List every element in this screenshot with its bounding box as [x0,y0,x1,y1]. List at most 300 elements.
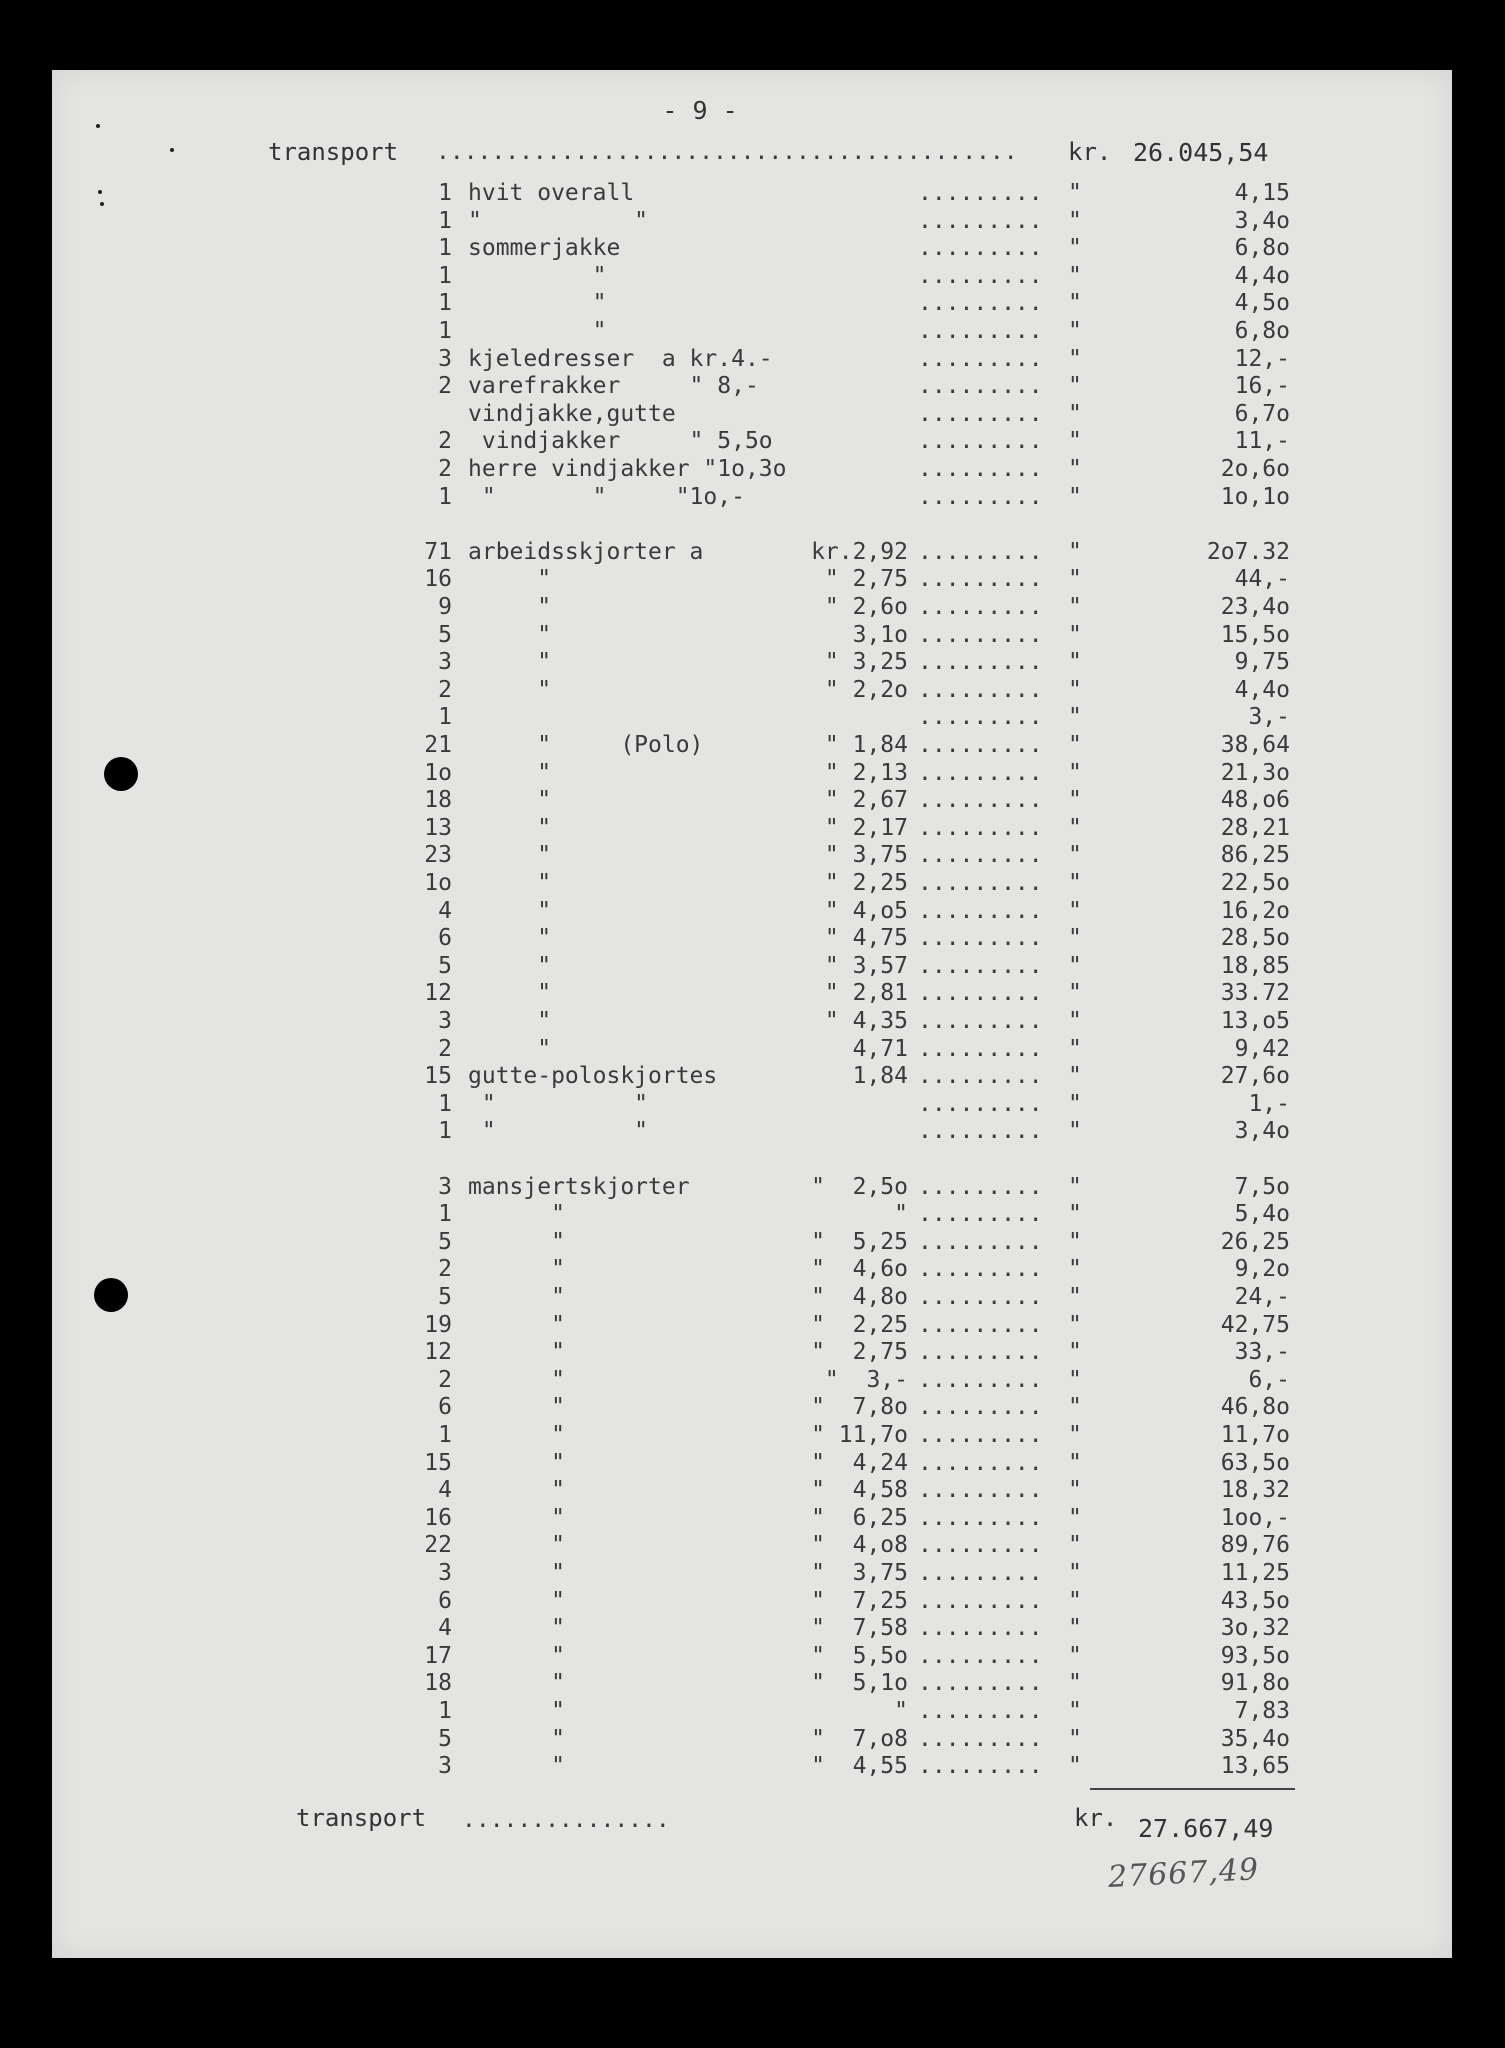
row-qty: 5 [438,1229,452,1255]
row-qty: 16 [424,1505,452,1531]
row-description: " [468,1229,565,1255]
row-ditto-mark: " [1068,318,1082,344]
row-amount: 11,7o [1220,1422,1290,1448]
row-qty: 4 [438,1477,452,1503]
row-amount: 2o7.32 [1206,539,1290,565]
row-ditto-mark: " [1068,1422,1082,1448]
row-qty: 3 [438,1560,452,1586]
row-leader-dots: ......... [918,1698,1043,1724]
row-qty: 2 [438,456,452,482]
row-ditto-mark: " [1068,1008,1082,1034]
row-description: " [468,263,607,289]
row-amount: 9,2o [1234,1256,1290,1282]
row-ditto-mark: " [1068,1643,1082,1669]
row-amount: 3,4o [1234,208,1290,234]
row-description: varefrakker " 8,- [468,373,759,399]
row-description: " [468,1532,565,1558]
row-qty: 3 [438,346,452,372]
row-leader-dots: ......... [918,1394,1043,1420]
row-qty: 2 [438,1256,452,1282]
row-amount: 33.72 [1220,980,1290,1006]
row-amount: 1oo,- [1220,1505,1290,1531]
row-amount: 18,32 [1220,1477,1290,1503]
row-ditto-mark: " [1068,1312,1082,1338]
row-amount: 4,5o [1234,290,1290,316]
row-ditto-mark: " [1068,1339,1082,1365]
row-description: " [468,1505,565,1531]
row-ditto-mark: " [1068,1256,1082,1282]
row-unit-price: " 2,81 [824,980,908,1006]
row-unit-price: " 2,25 [824,870,908,896]
row-description: " [468,1201,565,1227]
transport-top-leader: .......................................... [436,139,1018,165]
row-ditto-mark: " [1068,815,1082,841]
row-qty: 1 [438,1091,452,1117]
row-description: " [468,1615,565,1641]
row-unit-price: " 6,25 [811,1505,908,1531]
row-unit-price: " 3,75 [824,842,908,868]
row-qty: 1 [438,704,452,730]
row-qty: 1 [438,1118,452,1144]
row-qty: 17 [424,1643,452,1669]
row-qty: 3 [438,1008,452,1034]
row-unit-price: " 2,25 [811,1312,908,1338]
row-description: " [468,290,607,316]
row-amount: 6,- [1248,1367,1290,1393]
row-description: " [468,622,552,648]
row-ditto-mark: " [1068,1588,1082,1614]
row-unit-price: " 7,o8 [811,1726,908,1752]
row-leader-dots: ......... [918,898,1043,924]
row-leader-dots: ......... [918,1174,1043,1200]
row-qty: 4 [438,1615,452,1641]
row-ditto-mark: " [1068,1367,1082,1393]
row-leader-dots: ......... [918,1670,1043,1696]
row-amount: 6,7o [1234,401,1290,427]
row-qty: 2 [438,373,452,399]
row-description: " [468,980,552,1006]
row-qty: 5 [438,1726,452,1752]
row-unit-price: " 4,8o [811,1284,908,1310]
row-ditto-mark: " [1068,539,1082,565]
row-ditto-mark: " [1068,1615,1082,1641]
row-amount: 13,65 [1220,1753,1290,1779]
row-description: " [468,1394,565,1420]
row-unit-price: " 2,17 [824,815,908,841]
row-ditto-mark: " [1068,566,1082,592]
row-leader-dots: ......... [918,980,1043,1006]
row-qty: 3 [438,1174,452,1200]
row-leader-dots: ......... [918,1118,1043,1144]
row-description: " [468,1312,565,1338]
row-description: " [468,1284,565,1310]
row-amount: 12,- [1234,346,1290,372]
row-unit-price: " 4,75 [824,925,908,951]
row-description: " [468,1450,565,1476]
row-qty: 3 [438,649,452,675]
row-description: herre vindjakker "1o,3o [468,456,787,482]
row-amount: 3o,32 [1220,1615,1290,1641]
speck [100,202,104,206]
row-ditto-mark: " [1068,235,1082,261]
row-ditto-mark: " [1068,456,1082,482]
row-unit-price: 1,84 [824,1063,908,1089]
row-leader-dots: ......... [918,1450,1043,1476]
row-leader-dots: ......... [918,732,1043,758]
row-description: " [468,842,552,868]
row-amount: 21,3o [1220,760,1290,786]
row-qty: 15 [424,1450,452,1476]
row-qty: 1 [438,180,452,206]
row-description: " [468,1008,552,1034]
row-qty: 1 [438,484,452,510]
row-description: sommerjakke [468,235,621,261]
row-unit-price: " 2,75 [811,1339,908,1365]
row-unit-price: " 3,57 [824,953,908,979]
row-description: arbeidsskjorter a [468,539,704,565]
row-amount: 9,75 [1234,649,1290,675]
row-amount: 23,4o [1220,594,1290,620]
row-ditto-mark: " [1068,842,1082,868]
row-leader-dots: ......... [918,290,1043,316]
row-leader-dots: ......... [918,594,1043,620]
row-qty: 13 [424,815,452,841]
row-amount: 3,4o [1234,1118,1290,1144]
row-description: hvit overall [468,180,635,206]
row-qty: 1 [438,208,452,234]
transport-top-amount: 26.045,54 [1133,138,1269,167]
row-amount: 26,25 [1220,1229,1290,1255]
row-unit-price: kr.2,92 [811,539,908,565]
row-description: mansjertskjorter [468,1174,690,1200]
row-ditto-mark: " [1068,594,1082,620]
row-amount: 33,- [1234,1339,1290,1365]
row-unit-price: " 3,75 [811,1560,908,1586]
row-leader-dots: ......... [918,1615,1043,1641]
row-amount: 89,76 [1220,1532,1290,1558]
row-qty: 9 [438,594,452,620]
row-description: " [468,787,552,813]
row-qty: 2 [438,428,452,454]
row-qty: 1o [424,870,452,896]
row-leader-dots: ......... [918,842,1043,868]
row-unit-price: " 7,58 [811,1615,908,1641]
page-number: - 9 - [662,96,738,125]
row-ditto-mark: " [1068,1505,1082,1531]
row-description: " [468,1698,565,1724]
row-amount: 3,- [1248,704,1290,730]
row-amount: 28,5o [1220,925,1290,951]
row-qty: 71 [424,539,452,565]
row-qty: 6 [438,1588,452,1614]
row-description: " [468,1643,565,1669]
row-ditto-mark: " [1068,898,1082,924]
row-leader-dots: ......... [918,1505,1043,1531]
row-leader-dots: ......... [918,346,1043,372]
row-leader-dots: ......... [918,566,1043,592]
row-unit-price: 4,71 [824,1036,908,1062]
row-description: " [468,760,552,786]
row-description: " [468,815,552,841]
row-unit-price: " 2,2o [824,677,908,703]
row-ditto-mark: " [1068,1532,1082,1558]
row-leader-dots: ......... [918,1588,1043,1614]
row-description: gutte-poloskjortes [468,1063,718,1089]
row-description: " [468,1588,565,1614]
row-qty: 12 [424,1339,452,1365]
transport-bottom-label: transport [296,1804,427,1832]
row-description: " (Polo) [468,732,704,758]
row-qty: 1o [424,760,452,786]
punch-hole-bottom [94,1278,128,1312]
row-ditto-mark: " [1068,1229,1082,1255]
row-leader-dots: ......... [918,1008,1043,1034]
row-ditto-mark: " [1068,1284,1082,1310]
row-leader-dots: ......... [918,787,1043,813]
row-qty: 12 [424,980,452,1006]
row-leader-dots: ......... [918,1284,1043,1310]
row-amount: 7,5o [1234,1174,1290,1200]
row-qty: 22 [424,1532,452,1558]
row-unit-price: " 4,58 [811,1477,908,1503]
row-qty: 5 [438,622,452,648]
speck [98,190,102,194]
row-qty: 1 [438,1201,452,1227]
row-unit-price: " [894,1698,908,1724]
row-unit-price: " 4,55 [811,1753,908,1779]
row-unit-price: " 11,7o [811,1422,908,1448]
row-amount: 11,- [1234,428,1290,454]
row-ditto-mark: " [1068,208,1082,234]
transport-bottom-leader: ............... [462,1807,670,1833]
row-description: " [468,1339,565,1365]
row-description: " [468,1036,552,1062]
row-unit-price: " 4,24 [811,1450,908,1476]
speck [96,124,100,128]
row-leader-dots: ......... [918,760,1043,786]
row-unit-price: " 7,8o [811,1394,908,1420]
row-ditto-mark: " [1068,1394,1082,1420]
row-amount: 42,75 [1220,1312,1290,1338]
row-amount: 1,- [1248,1091,1290,1117]
row-ditto-mark: " [1068,732,1082,758]
row-qty: 1 [438,290,452,316]
row-unit-price: " 4,6o [811,1256,908,1282]
punch-hole-top [104,757,138,791]
row-ditto-mark: " [1068,1091,1082,1117]
row-ditto-mark: " [1068,290,1082,316]
row-amount: 43,5o [1220,1588,1290,1614]
row-leader-dots: ......... [918,1532,1043,1558]
row-qty: 1 [438,263,452,289]
row-qty: 5 [438,953,452,979]
row-qty: 1 [438,318,452,344]
row-qty: 23 [424,842,452,868]
sum-rule [1090,1788,1295,1790]
row-ditto-mark: " [1068,1560,1082,1586]
row-qty: 5 [438,1284,452,1310]
row-leader-dots: ......... [918,1643,1043,1669]
handwritten-note: 27667,49 [1107,1852,1260,1895]
row-ditto-mark: " [1068,1726,1082,1752]
row-amount: 4,15 [1234,180,1290,206]
row-ditto-mark: " [1068,1753,1082,1779]
row-unit-price: " 5,5o [811,1643,908,1669]
row-qty: 15 [424,1063,452,1089]
row-amount: 4,4o [1234,677,1290,703]
row-amount: 16,2o [1220,898,1290,924]
row-unit-price: " 4,o5 [824,898,908,924]
row-amount: 2o,6o [1220,456,1290,482]
row-leader-dots: ......... [918,1091,1043,1117]
row-description: " " [468,1091,649,1117]
row-ditto-mark: " [1068,1698,1082,1724]
row-description: " [468,1367,565,1393]
row-unit-price: " 3,25 [824,649,908,675]
row-unit-price: " 3,- [824,1367,908,1393]
row-amount: 22,5o [1220,870,1290,896]
row-amount: 24,- [1234,1284,1290,1310]
row-unit-price: " 5,25 [811,1229,908,1255]
row-ditto-mark: " [1068,180,1082,206]
row-amount: 7,83 [1234,1698,1290,1724]
row-description: " [468,1256,565,1282]
row-unit-price: " 2,6o [824,594,908,620]
row-description: " [468,953,552,979]
row-ditto-mark: " [1068,787,1082,813]
row-leader-dots: ......... [918,428,1043,454]
row-description: " [468,594,552,620]
row-amount: 15,5o [1220,622,1290,648]
row-leader-dots: ......... [918,539,1043,565]
row-leader-dots: ......... [918,456,1043,482]
row-leader-dots: ......... [918,1201,1043,1227]
row-leader-dots: ......... [918,1229,1043,1255]
row-description: " [468,870,552,896]
row-unit-price: " 5,1o [811,1670,908,1696]
row-qty: 3 [438,1753,452,1779]
row-amount: 9,42 [1234,1036,1290,1062]
row-qty: 2 [438,1367,452,1393]
row-leader-dots: ......... [918,1339,1043,1365]
row-description: " [468,1726,565,1752]
row-leader-dots: ......... [918,815,1043,841]
row-description: " [468,318,607,344]
row-qty: 19 [424,1312,452,1338]
row-leader-dots: ......... [918,180,1043,206]
row-ditto-mark: " [1068,373,1082,399]
row-description: vindjakke,gutte [468,401,676,427]
row-ditto-mark: " [1068,622,1082,648]
row-ditto-mark: " [1068,704,1082,730]
row-qty: 4 [438,898,452,924]
transport-bottom-currency: kr. [1074,1804,1118,1832]
row-leader-dots: ......... [918,1477,1043,1503]
row-leader-dots: ......... [918,1726,1043,1752]
row-ditto-mark: " [1068,346,1082,372]
row-unit-price: " 2,75 [824,566,908,592]
row-leader-dots: ......... [918,622,1043,648]
row-qty: 1 [438,1422,452,1448]
row-ditto-mark: " [1068,980,1082,1006]
row-description: " " [468,208,649,234]
row-leader-dots: ......... [918,870,1043,896]
row-ditto-mark: " [1068,953,1082,979]
row-qty: 18 [424,1670,452,1696]
speck [170,148,174,152]
row-leader-dots: ......... [918,208,1043,234]
row-amount: 48,o6 [1220,787,1290,813]
row-leader-dots: ......... [918,1036,1043,1062]
row-unit-price: " 2,5o [811,1174,908,1200]
row-ditto-mark: " [1068,1477,1082,1503]
row-description: kjeledresser a kr.4.- [468,346,773,372]
row-unit-price: " 2,13 [824,760,908,786]
row-ditto-mark: " [1068,1201,1082,1227]
row-amount: 4,4o [1234,263,1290,289]
row-leader-dots: ......... [918,373,1043,399]
row-qty: 21 [424,732,452,758]
row-ditto-mark: " [1068,1174,1082,1200]
row-leader-dots: ......... [918,318,1043,344]
row-ditto-mark: " [1068,1450,1082,1476]
row-ditto-mark: " [1068,1036,1082,1062]
row-amount: 44,- [1234,566,1290,592]
row-description: " [468,1670,565,1696]
row-unit-price: " [894,1201,908,1227]
row-amount: 28,21 [1220,815,1290,841]
row-amount: 93,5o [1220,1643,1290,1669]
row-description: " " [468,1118,649,1144]
row-unit-price: " 1,84 [824,732,908,758]
row-leader-dots: ......... [918,677,1043,703]
row-amount: 18,85 [1220,953,1290,979]
row-leader-dots: ......... [918,704,1043,730]
row-leader-dots: ......... [918,263,1043,289]
row-description: " [468,649,552,675]
row-leader-dots: ......... [918,1312,1043,1338]
row-amount: 16,- [1234,373,1290,399]
row-description: " [468,1422,565,1448]
row-ditto-mark: " [1068,263,1082,289]
row-leader-dots: ......... [918,925,1043,951]
row-leader-dots: ......... [918,401,1043,427]
row-unit-price: " 7,25 [811,1588,908,1614]
row-amount: 91,8o [1220,1670,1290,1696]
row-amount: 27,6o [1220,1063,1290,1089]
row-qty: 1 [438,235,452,261]
row-ditto-mark: " [1068,760,1082,786]
row-description: " [468,898,552,924]
row-amount: 6,8o [1234,235,1290,261]
row-amount: 6,8o [1234,318,1290,344]
row-amount: 11,25 [1220,1560,1290,1586]
row-amount: 13,o5 [1220,1008,1290,1034]
row-qty: 2 [438,677,452,703]
row-description: " " "1o,- [468,484,745,510]
row-leader-dots: ......... [918,953,1043,979]
row-amount: 46,8o [1220,1394,1290,1420]
row-amount: 86,25 [1220,842,1290,868]
transport-bottom-amount: 27.667,49 [1138,1814,1274,1843]
row-ditto-mark: " [1068,401,1082,427]
row-description: vindjakker " 5,5o [468,428,773,454]
row-leader-dots: ......... [918,1063,1043,1089]
row-leader-dots: ......... [918,1367,1043,1393]
row-amount: 1o,1o [1220,484,1290,510]
transport-top-currency: kr. [1068,138,1112,166]
row-qty: 2 [438,1036,452,1062]
